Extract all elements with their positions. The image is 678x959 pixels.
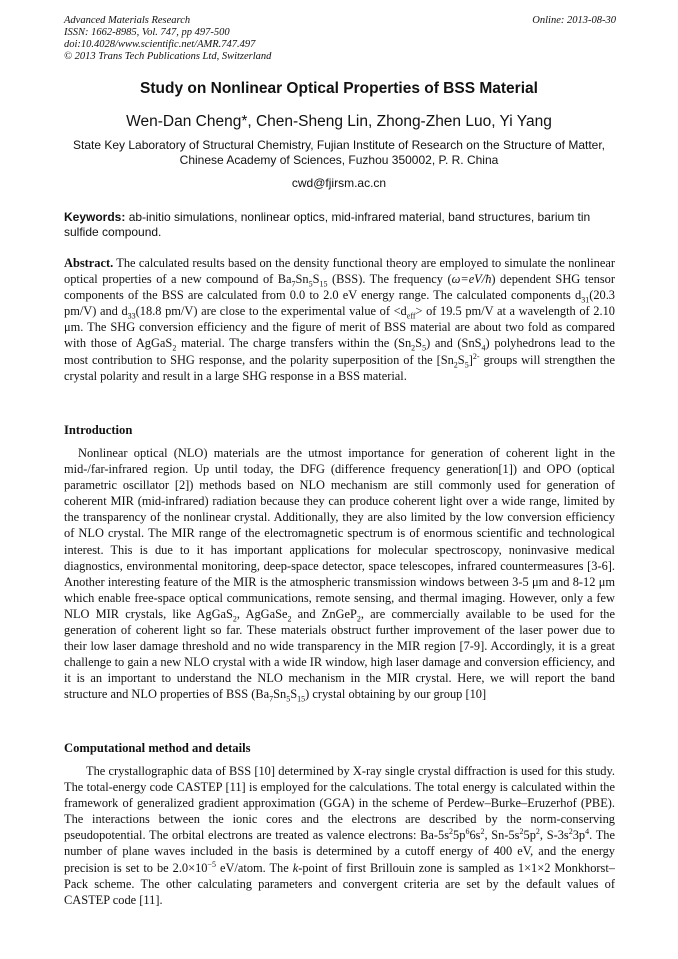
affiliation-line-2: Chinese Academy of Sciences, Fuzhou 350002, P. R. China [179,153,499,167]
keywords-text: ab-initio simulations, nonlinear optics, mid-infrared material, band structures, barium tin sulfide compound. [64,210,591,239]
introduction-paragraph: Nonlinear optical (NLO) materials are the utmost importance for generation of coherent light in the mid-/far-infrared region. Up until today, the DFG (difference frequency generation[1]) and OPO (optical parametric oscillator [2]) methods based on NLO mechanism are still commonly used for generation of coherent MIR (mid-infrared) radiation because they can produce coherent light over a wide range, limited by the transparency of the nonlinear crystal. Additionally, they are also limited by the low conversion efficiency of NLO crystal. The MIR range of the electromagnetic spectrum is of enormous scientific and technological interest. This is due to it has important applications for molecular spectroscopy, noninvasive medical diagnostics, environmental monitoring, deep-space detector, space telescopes, infrared countermeasures [3-6]. Another interesting feature of the MIR is the atmospheric transmission windows between 3-5 μm and 8-12 μm which enable free-space optical communications, remote sensing, and thermal imaging. However, only a few NLO MIR crystals, like AgGaS$_2$, AgGaSe$_2$ and ZnGeP$_2$, are commercially available to be used for the generation of coherent light so far. These materials obstruct further improvement of the laser power due to their low laser damage threshold and no wide transparency in the MIR region [7-9]. Accordingly, it is a great challenge to gain a new NLO crystal with a wide IR window, high laser damage and conversion efficiency, and it is an important to understand the NLO mechanism in the MIR crystal. Here, we will report the band structure and NLO properties of BSS $(Ba_7Sn_5S_{15})$ crystal obtaining by our group [10] [64,446,615,704]
journal-issn: ISSN: 1662-8985, Vol. 747, pp 497-500 [64,27,230,38]
journal-copyright: © 2013 Trans Tech Publications Ltd, Switzerland [64,51,272,62]
paper-title: Study on Nonlinear Optical Properties of BSS Material [140,80,538,97]
online-date: Online: 2013-08-30 [532,15,616,26]
keywords-label: Keywords: [64,210,126,224]
journal-header [64,15,271,63]
introduction-body [64,445,615,703]
author-list: Wen-Dan Cheng*, Chen-Sheng Lin, Zhong-Zhen Luo, Yi Yang [126,113,552,130]
abstract-label: Abstract. [64,256,114,270]
computational-body [64,763,615,908]
journal-doi: doi:10.4028/www.scientific.net/AMR.747.497 [64,39,256,50]
affiliation [50,138,628,168]
keywords [64,210,615,240]
computational-heading: Computational method and details [64,741,251,755]
introduction-heading: Introduction [64,423,133,437]
affiliation-line-1: State Key Laboratory of Structural Chemistry, Fujian Institute of Research on the Structure of Matter, [72,138,606,152]
author-email: cwd@fjirsm.ac.cn [291,176,387,190]
computational-paragraph: The crystallographic data of BSS [10] determined by X-ray single crystal diffraction is used for this study. The total-energy code CASTEP [11] is employed for the calculations. The total energy is calculated within the framework of generalized gradient approximation (GGA) in the scheme of Perdew–Burke–Eruzerhof (PBE). The interactions between the ionic cores and the electrons are described by the norm-conserving pseudopotential. The orbital electrons are treated as valence electrons: $Ba-5s^25p^66s^2$, $Sn-5s^25p^2$, $S-3s^23p^4$. The number of plane waves included in the basis is determined by a cutoff energy of 400 eV, and the energy precision is set to be $2.0\times 10^{-5}$ eV/atom. The k-point of first Brillouin zone is sampled as 1×1×2 Monkhorst–Pack scheme. The other calculating parameters and convergent criteria are set by the default values of CASTEP code [11]. [64,764,615,907]
abstract-paragraph: Abstract. The calculated results based on the density functional theory are employed to simulate the nonlinear optical properties of a new compound of $Ba_7Sn_5S_{15}$ (BSS). The frequency (ω=eV/ħ) dependent SHG tensor components of the BSS are calculated from 0.0 to 2.0 eV energy range. The calculated components $d_{31}(20.3$ pm/V) and $d_{33}(18.8$ pm/V) are close to the experimental value of $<d_{eff}>$ of 19.5 pm/V at a wavelength of 2.10 μm. The SHG conversion efficiency and the figure of merit of BSS material are about two fold as compared with those of AgGaS$_2$ material. The charge transfers within the $(Sn_2S_5)$ and (SnS$_4$) polyhedrons lead to the most contribution to SHG response, and the polarity superposition of the $[Sn_2S_5]^{2-}$ groups will strengthen the crystal polarity and result in a large SHG response in a BSS material. [64,256,615,383]
journal-name: Advanced Materials Research [64,15,191,26]
abstract [64,255,615,384]
